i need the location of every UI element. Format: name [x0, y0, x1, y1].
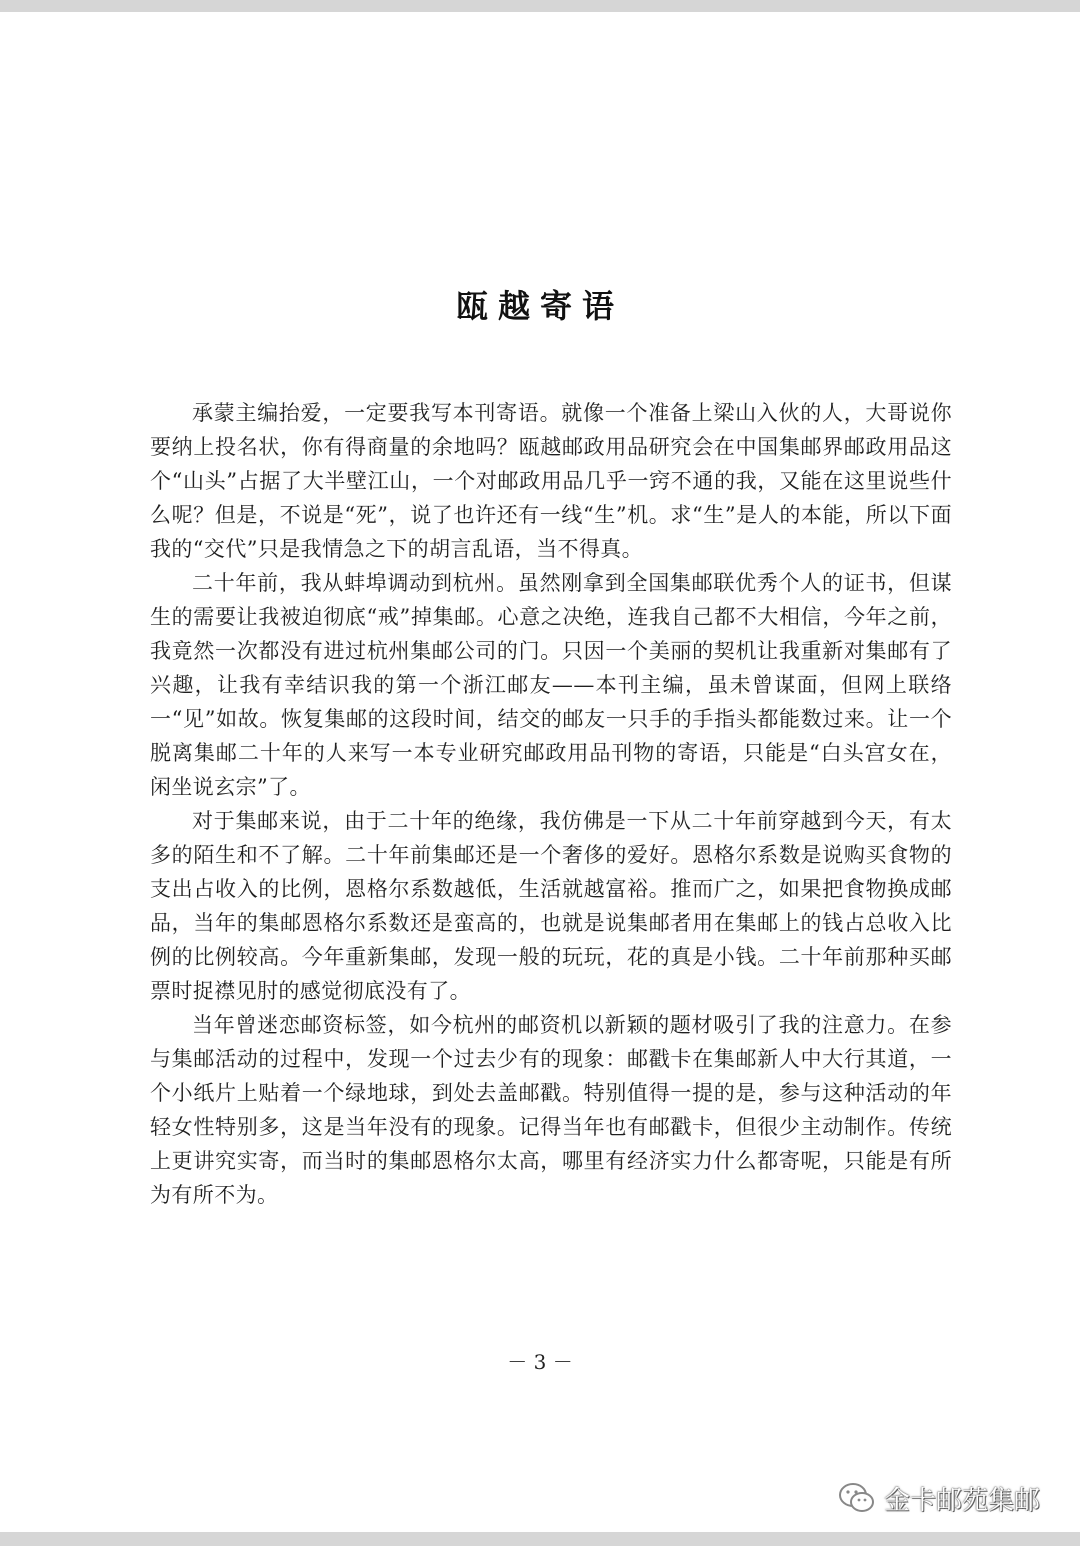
page-title: 瓯越寄语	[455, 287, 624, 325]
paragraph-4: 当年曾迷恋邮资标签，如今杭州的邮资机以新颖的题材吸引了我的注意力。在参与集邮活动的过程中，发现一个过去少有的现象：邮戳卡在集邮新人中大行其道，一个小纸片上贴着一个绿地球，到处去盖邮戳。特别值得一提的是，参与这种活动的年轻女性特别多，这是当年没有的现象。记得当年也有邮戳卡，但很少主动制作。传统上更讲究实寄，而当时的集邮恩格尔太高，哪里有经济实力什么都寄呢，只能是有所为有所不为。	[150, 1013, 952, 1207]
watermark	[838, 1478, 1040, 1518]
paragraph-3: 对于集邮来说，由于二十年的绝缘，我仿佛是一下从二十年前穿越到今天，有太多的陌生和不了解。二十年前集邮还是一个奢侈的爱好。恩格尔系数是说购买食物的支出占收入的比例，恩格尔系数越低，生活就越富裕。推而广之，如果把食物换成邮品，当年的集邮恩格尔系数还是蛮高的，也就是说集邮者用在集邮上的钱占总收入比例的比例较高。今年重新集邮，发现一般的玩玩，花的真是小钱。二十年前那种买邮票时捉襟见肘的感觉彻底没有了。	[150, 809, 952, 1003]
watermark-text: 金卡邮苑集邮	[884, 1485, 1041, 1516]
article-body	[150, 396, 952, 1212]
page-bottom-border	[0, 1532, 1080, 1546]
page-number: － 3 －	[507, 1350, 573, 1374]
paragraph-2: 二十年前，我从蚌埠调动到杭州。虽然刚拿到全国集邮联优秀个人的证书，但谋生的需要让我被迫彻底“戒”掉集邮。心意之决绝，连我自己都不大相信，今年之前，我竟然一次都没有进过杭州集邮公司的门。只因一个美丽的契机让我重新对集邮有了兴趣，让我有幸结识我的第一个浙江邮友——本刊主编，虽未曾谋面，但网上联络一“见”如故。恢复集邮的这段时间，结交的邮友一只手的手指头都能数过来。让一个脱离集邮二十年的人来写一本专业研究邮政用品刊物的寄语，只能是“白头宫女在，闲坐说玄宗”了。	[150, 571, 952, 799]
page-top-border	[0, 0, 1080, 12]
paragraph-1: 承蒙主编抬爱，一定要我写本刊寄语。就像一个准备上梁山入伙的人，大哥说你要纳上投名状，你有得商量的余地吗？瓯越邮政用品研究会在中国集邮界邮政用品这个“山头”占据了大半壁江山，一个对邮政用品几乎一窍不通的我，又能在这里说些什么呢？但是，不说是“死”，说了也许还有一线“生”机。求“生”是人的本能，所以下面我的“交代”只是我情急之下的胡言乱语，当不得真。	[150, 401, 952, 561]
wechat-icon	[838, 1481, 876, 1515]
